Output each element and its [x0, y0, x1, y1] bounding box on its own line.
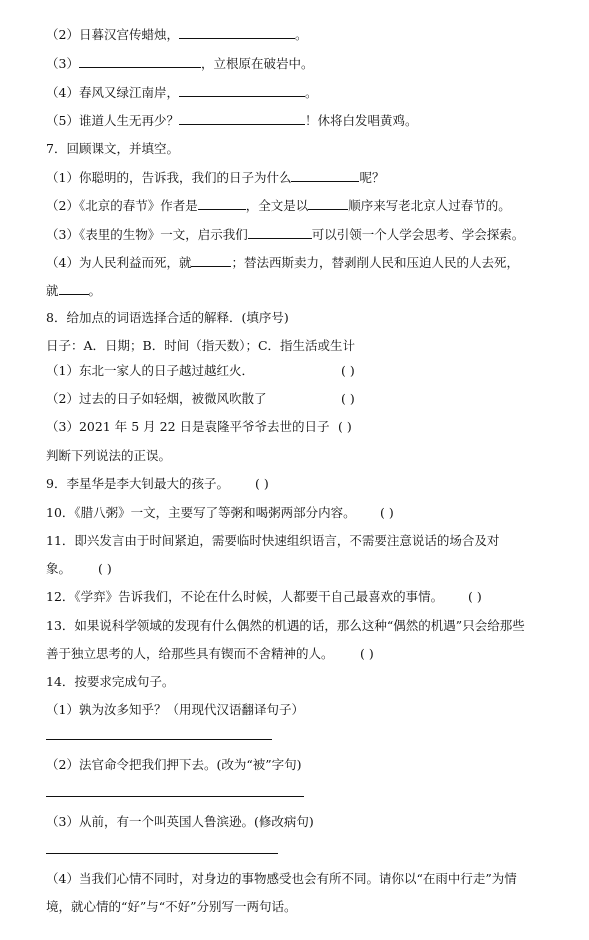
poem-fill-4: [46, 84, 317, 101]
answer-paren[interactable]: [360, 646, 374, 662]
question-7-title: [46, 141, 179, 157]
punct: 。: [88, 283, 102, 298]
q8-3-paren[interactable]: ( ): [338, 419, 352, 434]
answer-paren[interactable]: [341, 391, 355, 407]
q7-4-mid: ；替法西斯卖力，替剥削人民和压迫人民的人去死，: [231, 255, 519, 270]
question-14-4-cont: [46, 899, 297, 915]
q7-3-tail: 可以引领一个人学会思考、学会探索。: [311, 227, 525, 242]
question-8-title: [46, 310, 289, 326]
q7-1-tail: 呢？: [359, 170, 385, 185]
question-7-2: [46, 197, 511, 214]
question-7-4-cont: [46, 282, 101, 299]
answer-blank[interactable]: [291, 169, 359, 182]
q11-text: 11．即兴发言由于时间紧迫，需要临时快速组织语言，不需要注意说话的场合及对: [46, 533, 500, 548]
q7-1-text: （1）你聪明的，告诉我，我们的日子为什么: [46, 170, 292, 185]
question-8-1: [46, 363, 254, 379]
question-8-3: [46, 419, 330, 435]
answer-paren[interactable]: [338, 419, 352, 435]
question-11: [46, 533, 499, 549]
question-8-definition: [46, 338, 355, 354]
q7-4-cont-text: 就: [46, 283, 59, 298]
question-13: [46, 618, 525, 634]
question-9: [46, 476, 229, 492]
q8-1-text: （1）东北一家人的日子越过越红火．: [46, 363, 254, 378]
q14-4-cont-text: 境，就心情的“好”与“不好”分别写一两句话。: [46, 899, 297, 914]
question-8-text: 8．给加点的词语选择合适的解释．(填序号): [46, 310, 289, 325]
poem-fill-3: [46, 55, 313, 72]
poem-fill-3-text: ，立根原在破岩中。: [200, 56, 314, 71]
judge-instruction: [46, 448, 171, 464]
answer-paren[interactable]: [468, 589, 482, 605]
answer-paren[interactable]: [255, 476, 269, 492]
poem-fill-3-num: （3）: [46, 56, 79, 71]
q13-paren[interactable]: ( ): [360, 646, 374, 661]
q7-4-text: （4）为人民利益而死，就: [46, 255, 192, 270]
q8-definition-text: 日子：A．日期；B．时间（指天数）；C．指生活或生计: [46, 338, 356, 353]
q14-text: 14．按要求完成句子。: [46, 674, 175, 689]
q14-2-text: （2）法官命令把我们押下去。(改为“被”字句): [46, 757, 302, 772]
poem-fill-5-tail: ！休将白发唱黄鸡。: [304, 113, 418, 128]
punct: 。: [304, 85, 318, 100]
q9-paren[interactable]: ( ): [255, 476, 269, 491]
answer-blank[interactable]: [79, 55, 201, 68]
q7-2-tail: 顺序来写老北京人过春节的。: [348, 198, 511, 213]
q8-1-paren[interactable]: ( ): [341, 363, 355, 378]
q9-text: 9．李星华是李大钊最大的孩子。: [46, 476, 229, 491]
answer-blank[interactable]: [248, 226, 312, 239]
q8-2-text: （2）过去的日子如轻烟，被微风吹散了: [46, 391, 267, 406]
question-14-title: [46, 674, 174, 690]
question-12: [46, 589, 443, 605]
q12-text: 12．《学弈》告诉我们，不论在什么时候，人都要干自己最喜欢的事情。: [46, 589, 444, 604]
q7-2-mid: ，全文是以: [245, 198, 309, 213]
q14-4-text: （4）当我们心情不同时，对身边的事物感受也会有所不同。请你以“在雨中行走”为情: [46, 871, 517, 886]
answer-blank[interactable]: [198, 197, 246, 210]
q10-text: 10．《腊八粥》一文，主要写了等粥和喝粥两部分内容。: [46, 505, 356, 520]
question-10: [46, 505, 356, 521]
q13-text: 13．如果说科学领域的发现有什么偶然的机遇的话，那么这种“偶然的机遇”只会给那些: [46, 618, 525, 633]
question-14-3: [46, 814, 314, 830]
q7-3-text: （3）《表里的生物》一文，启示我们: [46, 227, 248, 242]
question-7-3: [46, 226, 524, 243]
q8-3-text: （3）2021 年 5 月 22 日是袁隆平爷爷去世的日子: [46, 419, 330, 434]
answer-paren[interactable]: [341, 363, 355, 379]
q14-1-text: （1）孰为汝多知乎？（用现代汉语翻译句子）: [46, 702, 304, 717]
answer-line[interactable]: [46, 796, 304, 797]
question-11-cont: [46, 561, 71, 577]
q11-paren[interactable]: ( ): [98, 561, 112, 576]
answer-blank[interactable]: [59, 282, 89, 295]
q13-cont-text: 善于独立思考的人，给那些具有锲而不舍精神的人。: [46, 646, 334, 661]
answer-line[interactable]: [46, 853, 278, 854]
poem-fill-5-text: （5）谁道人生无再少？: [46, 113, 179, 128]
poem-fill-5: [46, 112, 417, 129]
punct: 。: [294, 27, 308, 42]
question-14-1: [46, 702, 304, 718]
answer-blank[interactable]: [191, 254, 231, 267]
answer-blank[interactable]: [308, 197, 348, 210]
poem-fill-2: [46, 26, 307, 43]
question-14-4: [46, 871, 517, 887]
question-7-text: 7．回顾课文，并填空。: [46, 141, 179, 156]
question-13-cont: [46, 646, 334, 662]
answer-blank[interactable]: [179, 84, 305, 97]
judge-text: 判断下列说法的正误。: [46, 448, 172, 463]
poem-fill-2-text: （2）日暮汉宫传蜡烛，: [46, 27, 179, 42]
q8-2-paren[interactable]: ( ): [341, 391, 355, 406]
q7-2-text: （2）《北京的春节》作者是: [46, 198, 198, 213]
poem-fill-4-text: （4）春风又绿江南岸，: [46, 85, 179, 100]
answer-line[interactable]: [46, 739, 272, 740]
answer-blank[interactable]: [179, 112, 305, 125]
answer-paren[interactable]: [98, 561, 112, 577]
q12-paren[interactable]: ( ): [468, 589, 482, 604]
q11-cont-text: 象。: [46, 561, 72, 576]
question-7-1: [46, 169, 384, 186]
answer-blank[interactable]: [179, 26, 295, 39]
q14-3-text: （3）从前，有一个叫英国人鲁滨逊。(修改病句): [46, 814, 314, 829]
question-14-2: [46, 757, 302, 773]
question-8-2: [46, 391, 266, 407]
answer-paren[interactable]: [380, 505, 394, 521]
question-7-4: [46, 254, 519, 271]
q10-paren[interactable]: ( ): [380, 505, 394, 520]
